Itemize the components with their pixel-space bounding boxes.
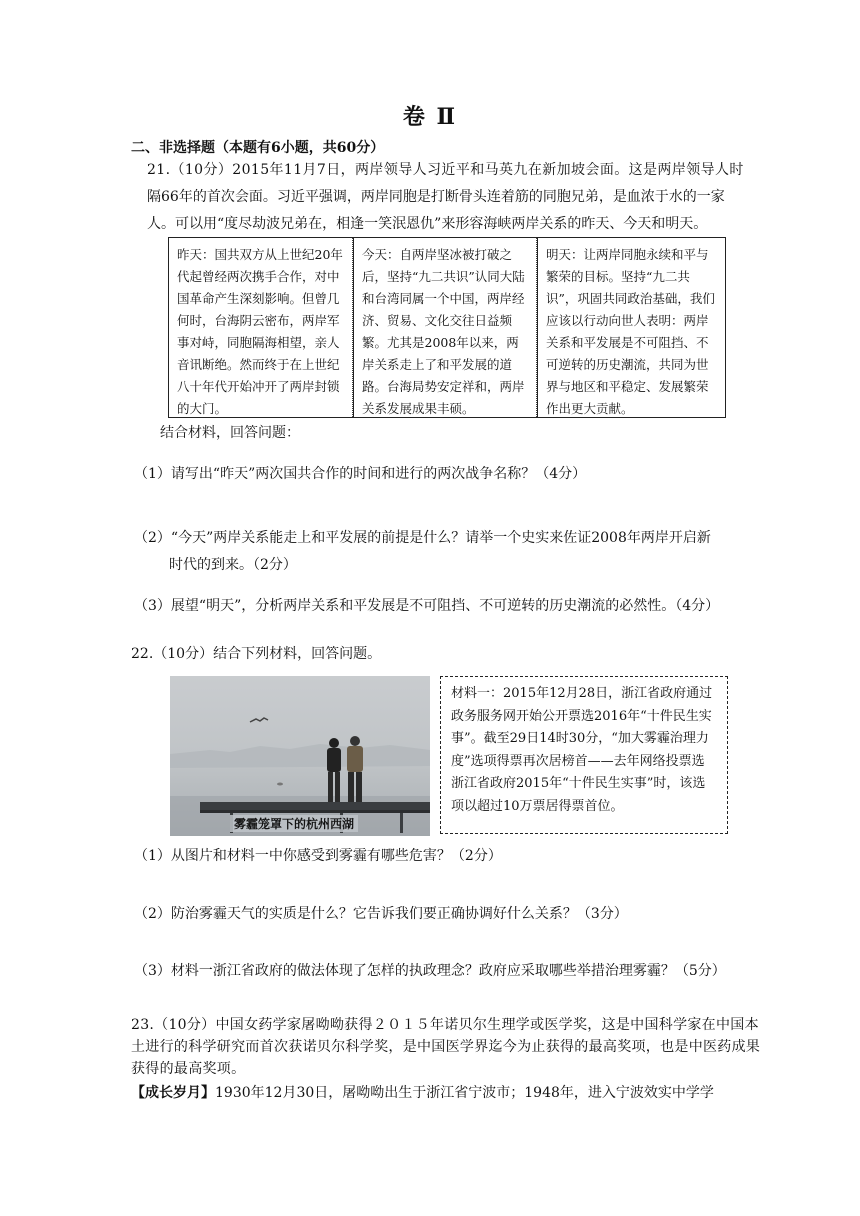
q21-sub2-line2: 时代的到来。（2分） [169,557,297,573]
cell-yesterday: 昨天：国共双方从上世纪20年代起曾经两次携手合作，对中国革命产生深刻影响。但曾几何时，台海阴云密布，两岸军事对峙，同胞隔海相望，亲人音讯断绝。然而终于在上世纪八十年代开始冲开了两岸封锁的大门。 [169,238,353,417]
q22-sub1: （1）从图片和材料一中你感受到雾霾有哪些危害？（2分） [134,848,502,864]
q22-material1-box: 材料一：2015年12月28日，浙江省政府通过政务服务网开始公开票选2016年“十件民生实事”。截至29日14时30分，“加大雾霾治理力度”选项得票再次居榜首——去年网络投票选浙江省政府2015年“十件民生实事”时，该选项以超过10万票居得票首位。 [440,676,728,834]
photo-caption: 雾霾笼罩下的杭州西湖 [230,815,358,832]
growth-text: 1930年12月30日，屠呦呦出生于浙江省宁波市；1948年，进入宁波效实中学学 [215,1085,714,1101]
q21-intro-line3: 人。可以用“度尽劫波兄弟在，相逢一笑泯恩仇”来形容海峡两岸关系的昨天、今天和明天。 [147,216,708,232]
q21-intro-line1: 21.（10分）2015年11月7日，两岸领导人习近平和马英九在新加坡会面。这是两岸领导人时 [147,162,744,178]
q22-sub3: （3）材料一浙江省政府的做法体现了怎样的执政理念？政府应采取哪些举措治理雾霾？（5分） [134,963,726,979]
cell-tomorrow: 明天：让两岸同胞永续和平与繁荣的目标。坚持“九二共识”，巩固共同政治基础，我们应该以行动向世人表明：两岸关系和平发展是不可阻挡、不可逆转的历史潮流，共同为世界与地区和平稳定、发展繁荣作出更大贡献。 [537,238,725,417]
q21-prompt: 结合材料，回答问题： [160,425,300,441]
q22-sub2: （2）防治雾霾天气的实质是什么？它告诉我们要正确协调好什么关系？（3分） [134,906,628,922]
paper-title: 卷 Ⅱ [402,104,458,130]
q21-intro-line2: 隔66年的首次会面。习近平强调，两岸同胞是打断骨头连着筋的同胞兄弟，是血浓于水的一家 [147,189,725,205]
cell-today: 今天：自两岸坚冰被打破之后，坚持“九二共识”认同大陆和台湾同属一个中国，两岸经济、贸易、文化交往日益频繁。尤其是2008年以来，两岸关系走上了和平发展的道路。台海局势安定祥和，两岸关系发展成果丰硕。 [353,238,537,417]
q21-material-table [168,237,726,418]
q21-sub2-line1: （2）“今天”两岸关系能走上和平发展的前提是什么？请举一个史实来佐证2008年两岸开启新 [134,530,711,546]
q21-sub3: （3）展望“明天”，分析两岸关系和平发展是不可阻挡、不可逆转的历史潮流的必然性。（4分） [134,598,720,614]
growth-label: 【成长岁月】 [131,1085,215,1101]
q22-header: 22.（10分）结合下列材料，回答问题。 [131,646,382,662]
q23-growth-years [131,1080,714,1107]
q21-sub1: （1）请写出“昨天”两次国共合作的时间和进行的两次战争名称？（4分） [134,466,587,482]
section-header: 二、非选择题（本题有6小题，共60分） [131,140,385,156]
west-lake-smog-photo [170,676,430,836]
q23-intro: 23.（10分）中国女药学家屠呦呦获得２０１５年诺贝尔生理学或医学奖，这是中国科学家在中国本土进行的科学研究而首次获诺贝尔科学奖，是中国医学界迄今为止获得的最高奖项，也是中医药成果获得的最高奖项。 [131,1017,761,1077]
